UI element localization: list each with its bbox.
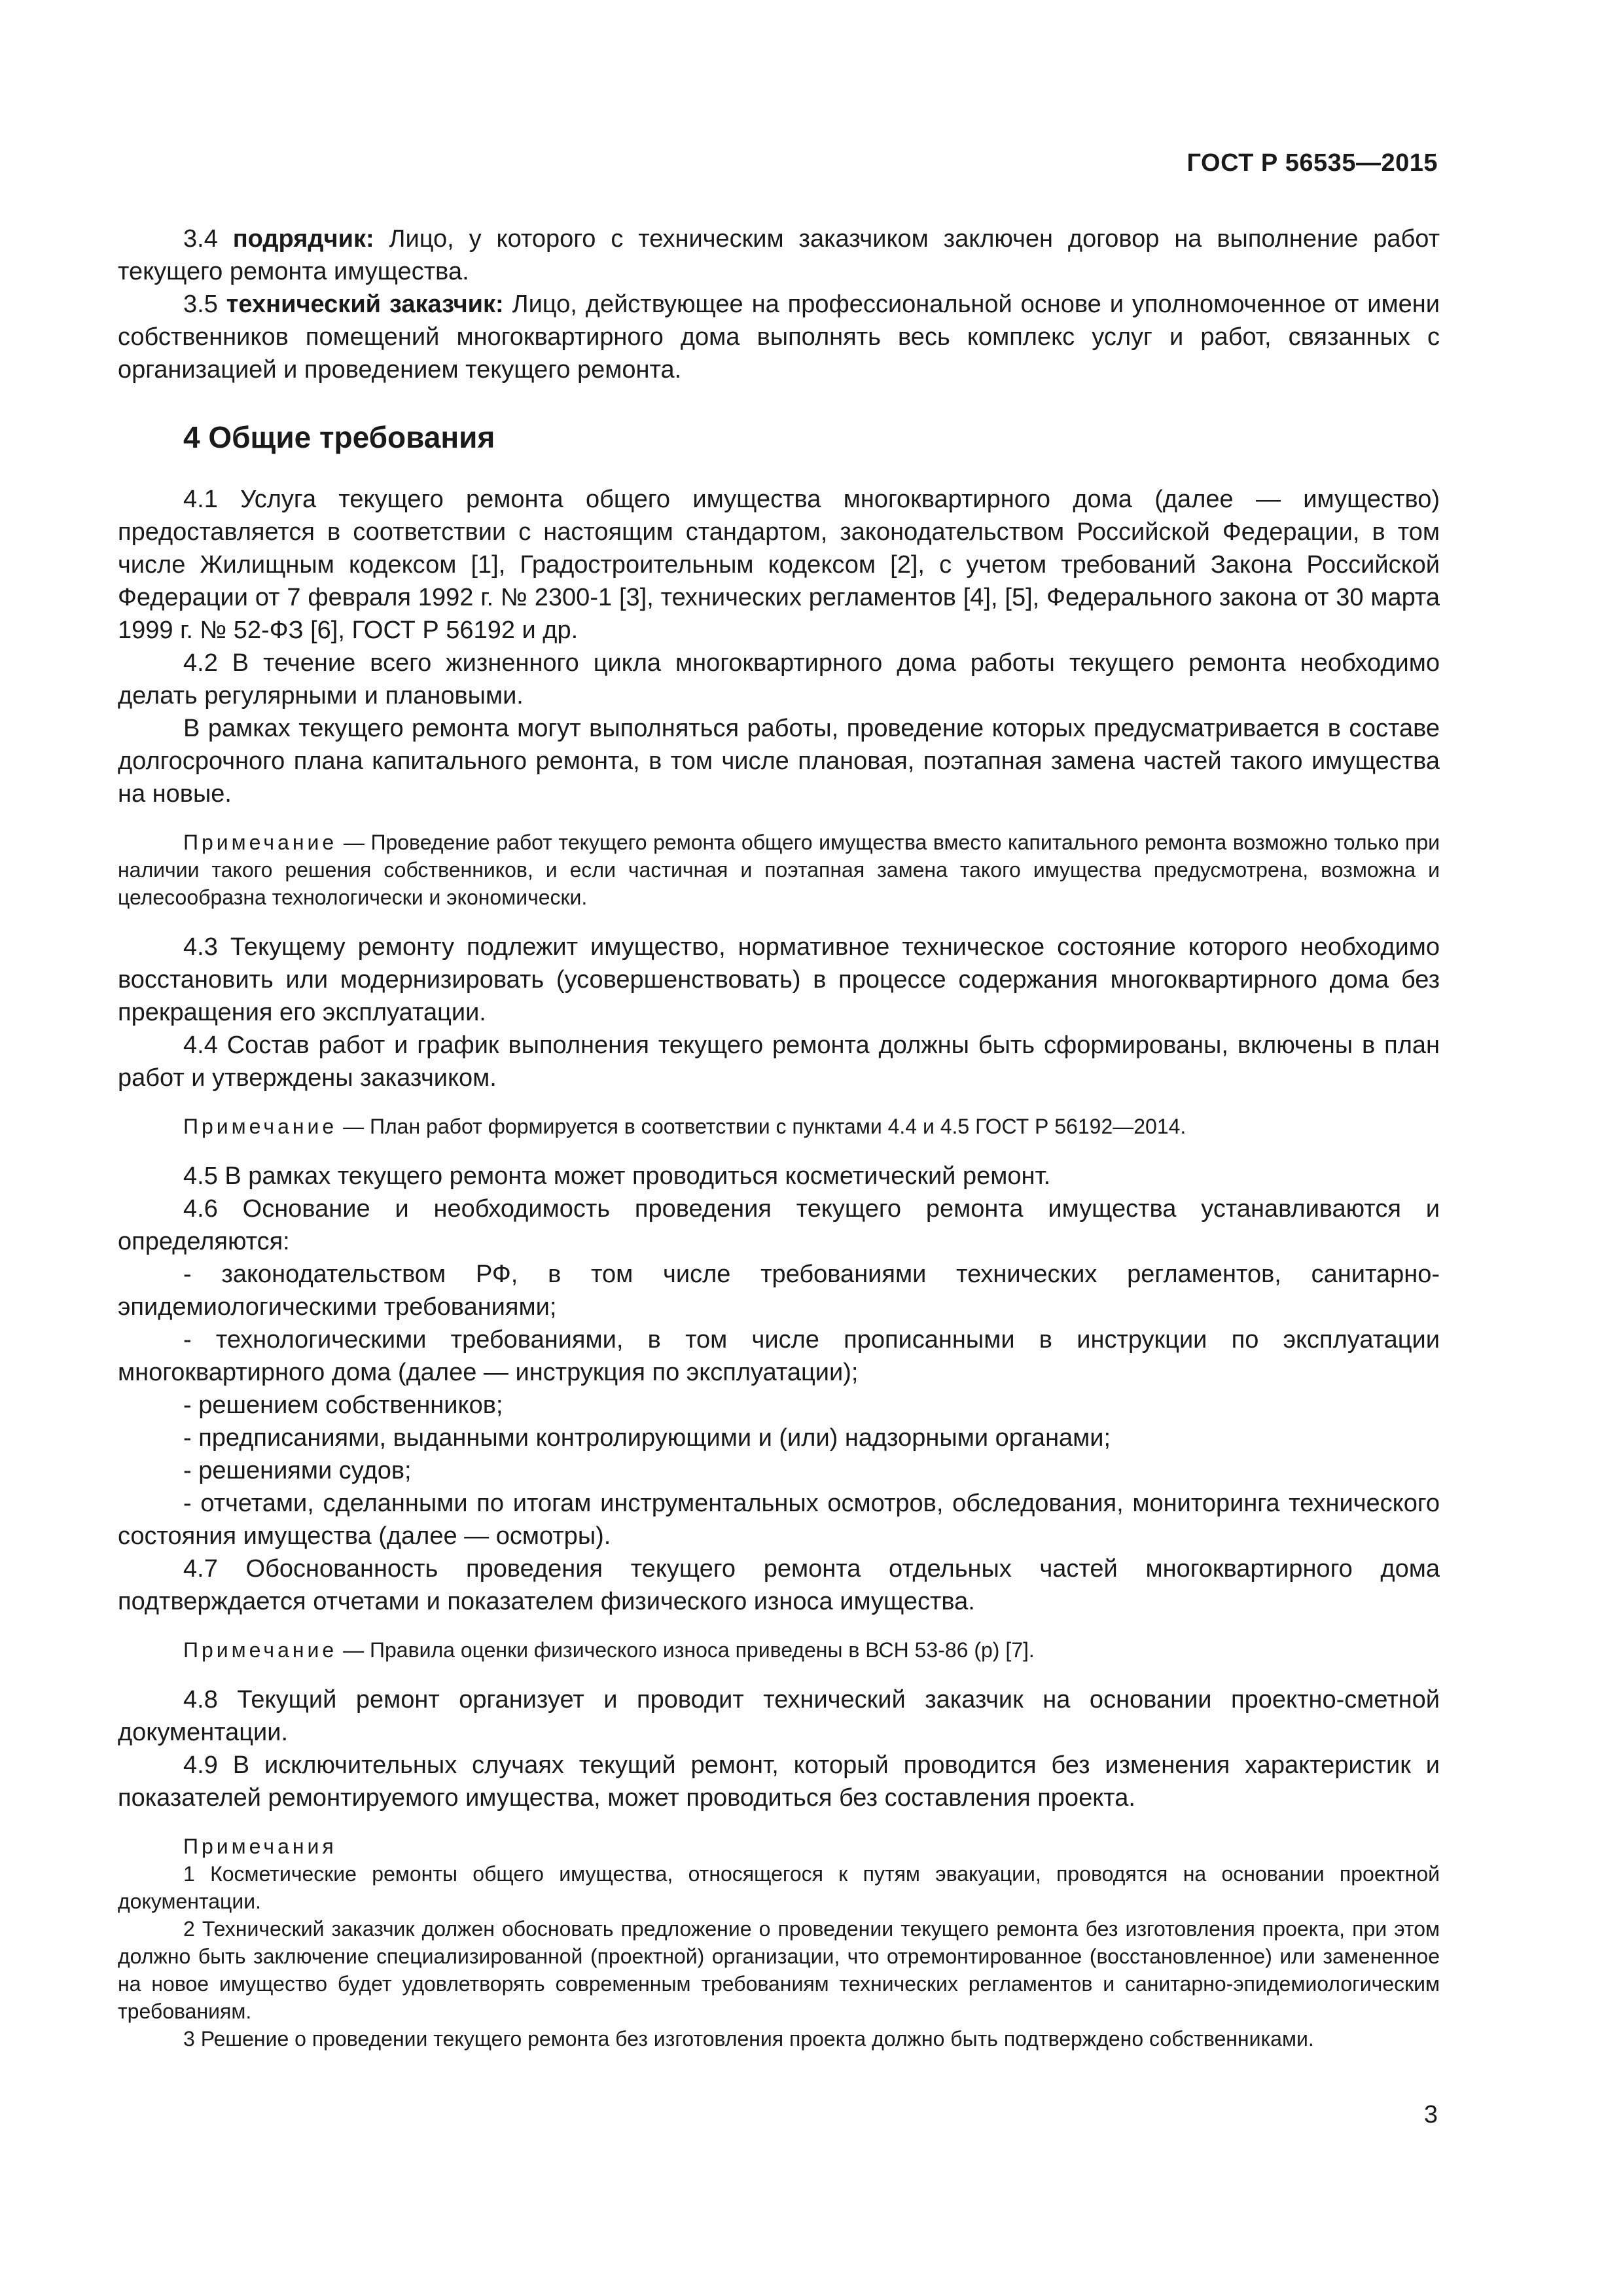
list-item: - решениями судов; [183, 1457, 412, 1484]
term-name: технический заказчик: [226, 291, 504, 318]
list-item: - технологическими требованиями, в том числе прописанными в инструкции по эксплуатации многоквартирного дома (далее — инструкция по эксплуатации); [118, 1326, 1440, 1386]
note-label: Примечание [183, 831, 338, 854]
note-1-text [118, 829, 1440, 911]
note-2-text [118, 1113, 1440, 1140]
document-body [118, 223, 1440, 2072]
list-item: - решением собственников; [183, 1391, 503, 1419]
page-number: 3 [1423, 2101, 1438, 2128]
note-3 [118, 1636, 1440, 1664]
paragraph-4-7: 4.7 Обоснованность проведения текущего ремонта отдельных частей многоквартирного дома подтверждается отчетами и показателем физического износа имущества. [118, 1555, 1440, 1615]
notes-block [118, 1833, 1440, 2053]
document-code-header: ГОСТ Р 56535—2015 [1186, 149, 1438, 177]
term-number: 3.5 [183, 291, 218, 318]
term-definition: Лицо, действующее на профессиональной основе и уполномоченное от имени собственников помещений многоквартирного дома выполнять весь комплекс услуг и работ, связанных с организацией и проведением текущего ремонта. [118, 291, 1440, 384]
note-item: 2 Технический заказчик должен обосновать предложение о проведении текущего ремонта без изготовления проекта, при этом должно быть заключение специализированной (проектной) организации, что отремонтированное (восстановленное) или замененное на новое имущество будет удовлетворять современным требованиям технических регламентов и санитарно-эпидемиологическим требованиям. [118, 1917, 1440, 2023]
paragraph-4-3: 4.3 Текущему ремонту подлежит имущество, нормативное техническое состояние которого необходимо восстановить или модернизировать (усовершенствовать) в процессе содержания многоквартирного дома без прекращения его эксплуатации. [118, 933, 1440, 1026]
list-item: - отчетами, сделанными по итогам инструментальных осмотров, обследования, мониторинга технического состояния имущества (далее — осмотры). [118, 1490, 1440, 1550]
paragraph-4-9: 4.9 В исключительных случаях текущий ремонт, который проводится без изменения характеристик и показателей ремонтируемого имущества, может проводиться без составления проекта. [118, 1751, 1440, 1812]
note-content: — Правила оценки физического износа приведены в ВСН 53-86 (р) [7]. [343, 1638, 1035, 1662]
list-item: - предписаниями, выданными контролирующими и (или) надзорными органами; [183, 1424, 1111, 1452]
note-2 [118, 1113, 1440, 1140]
note-3-text [118, 1636, 1440, 1664]
paragraph-4-8: 4.8 Текущий ремонт организует и проводит технический заказчик на основании проектно-сметной документации. [118, 1686, 1440, 1746]
term-name: подрядчик: [232, 225, 374, 253]
list-item: - законодательством РФ, в том числе требованиями технических регламентов, санитарно-эпидемиологическими требованиями; [118, 1261, 1440, 1321]
term-definition: Лицо, у которого с техническим заказчиком заключен договор на выполнение работ текущего ремонта имущества. [118, 225, 1440, 285]
paragraph-4-5: 4.5 В рамках текущего ремонта может проводиться косметический ремонт. [183, 1162, 1051, 1190]
section-title: 4 Общие требования [183, 420, 495, 454]
paragraph-4-2: 4.2 В течение всего жизненного цикла многоквартирного дома работы текущего ремонта необходимо делать регулярными и плановыми. [118, 649, 1440, 709]
paragraph-4-6: 4.6 Основание и необходимость проведения текущего ремонта имущества устанавливаются и определяются: [118, 1195, 1440, 1255]
note-label: Примечание [183, 1115, 338, 1138]
note-item: 1 Косметические ремонты общего имущества, относящегося к путям эвакуации, проводятся на основании проектной документации. [118, 1862, 1440, 1913]
note-item: 3 Решение о проведении текущего ремонта без изготовления проекта должно быть подтверждено собственниками. [183, 2027, 1314, 2051]
notes-heading [118, 1833, 1440, 1860]
term-number: 3.4 [183, 225, 218, 253]
term-3-5 [118, 288, 1440, 386]
term-3-4 [118, 223, 1440, 288]
paragraph-4-4: 4.4 Состав работ и график выполнения текущего ремонта должны быть сформированы, включены в план работ и утверждены заказчиком. [118, 1031, 1440, 1092]
note-label: Примечание [183, 1638, 338, 1662]
note-1 [118, 829, 1440, 911]
paragraph-4-2-continued: В рамках текущего ремонта могут выполняться работы, проведение которых предусматривается в составе долгосрочного плана капитального ремонта, в том числе плановая, поэтапная замена частей такого имущества на новые. [118, 715, 1440, 808]
note-content: — Проведение работ текущего ремонта общего имущества вместо капитального ремонта возможно только при наличии такого решения собственников, и если частичная и поэтапная замена такого имущества предусмотрена, возможна и целесообразна технологически и экономически. [118, 831, 1440, 909]
paragraph-4-1: 4.1 Услуга текущего ремонта общего имущества многоквартирного дома (далее — имущество) предоставляется в соответствии с настоящим стандартом, законодательством Российской Федерации, в том числе Жилищным кодексом [1], Градостроительным кодексом [2], с учетом требований Закона Российской Федерации от 7 февраля 1992 г. № 2300-1 [3], технических регламентов [4], [5], Федерального закона от 30 марта 1999 г. № 52-ФЗ [6], ГОСТ Р 56192 и др. [118, 486, 1440, 644]
note-content: — План работ формируется в соответствии с пунктами 4.4 и 4.5 ГОСТ Р 56192—2014. [343, 1115, 1186, 1138]
notes-label: Примечания [183, 1835, 337, 1858]
